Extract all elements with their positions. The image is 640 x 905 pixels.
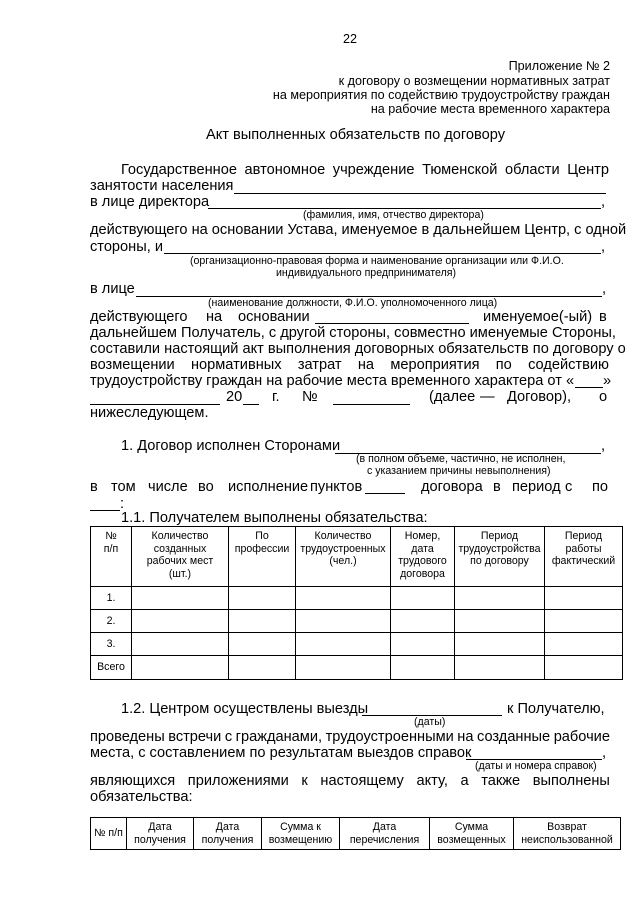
incl-g: договора [421,479,483,495]
table-cell[interactable] [545,633,623,656]
incl-c: числе [148,479,188,495]
appendix-line-3: на мероприятия по содействию трудоустройству граждан [272,88,610,102]
year-g: г. [272,389,280,405]
director-label: в лице директора [90,194,210,210]
table-row-label: 1. [91,587,132,610]
acting-d: именуемое(-ый) [483,309,593,325]
places-line: места, с составлением по результатам выездов справок [90,745,472,761]
word: приложениями [187,773,289,789]
employment-field[interactable] [234,193,606,194]
word: затрат [297,357,342,373]
header-contract: Номер, дата трудового договора [391,527,455,587]
word: также [481,773,521,789]
incl-f: пунктов [310,479,363,495]
side-label: стороны, и [90,239,163,255]
below-d: о [599,389,608,405]
basis-field[interactable] [315,323,469,324]
word: трудоустроенными [325,729,454,745]
incl-e: исполнение [228,479,309,495]
acting-a: действующего [90,309,188,325]
header-places: Количество созданных рабочих мест (шт.) [132,527,229,587]
header-num: № п/п [91,818,127,850]
acting-e: в [599,309,607,325]
word: рабочие [553,729,610,745]
appendices-line [90,773,610,790]
incl-h: в [493,479,501,495]
header-num: № п/п [91,527,132,587]
reimbursement-line [90,357,609,374]
payments-table [90,817,621,850]
item12-label: 1.2. Центром осуществлены выезды [121,701,369,717]
basis-line: действующего на основании Устава, именуемое в дальнейшем Центр, с одной [90,222,627,238]
word: Центр [567,162,609,178]
page-number: 22 [343,32,358,46]
header-profession: По профессии [229,527,296,587]
incl-i: период [512,479,561,495]
word: Государственное [121,162,237,178]
word: проведены [90,729,165,745]
word: с [224,729,233,745]
below-b: — [480,389,495,405]
year-prefix: 20 [226,389,243,405]
table-cell[interactable] [296,587,391,610]
incl-a: в [90,479,98,495]
item1-note-2: с указанием причины невыполнения) [367,465,551,477]
number-sign: № [302,389,318,405]
employment-date-line: трудоустройству граждан на рабочие места временного характера от « [90,373,575,389]
word: являющихся [90,773,176,789]
appendix-line-2: к договору о возмещении нормативных затрат [338,74,610,88]
word: выполнены [532,773,610,789]
item1-note-1: (в полном объеме, частично, не исполнен, [356,453,566,465]
contract-number-field[interactable] [333,404,410,405]
organization-note-1: (организационно-правовая форма и наименование организации или Ф.И.О. [190,255,564,267]
day-field[interactable] [575,387,603,388]
acting-c: основании [238,309,310,325]
header-amount-due: Сумма к возмещению [262,818,340,850]
word: нормативных [190,357,282,373]
word: на [357,357,375,373]
item1-label: 1. Договор исполнен Сторонами [121,438,341,454]
table-row-label: 3. [91,633,132,656]
table-cell[interactable] [132,587,229,610]
word: а [460,773,469,789]
table-row-label: 2. [91,610,132,633]
employment-label: занятости населения [90,178,234,194]
table-cell[interactable] [229,656,296,680]
table-cell[interactable] [132,610,229,633]
table-cell[interactable] [545,656,623,680]
incl-b: том [111,479,136,495]
table-cell[interactable] [296,633,391,656]
header-amount-reimbursed: Сумма возмещенных [430,818,514,850]
to-recipient: к Получателю, [507,701,605,717]
places-comma: , [602,745,607,761]
table-row-label: Всего [91,656,132,680]
appendix-line-1: Приложение № 2 [508,59,610,73]
word: автономное [244,162,326,178]
header-employed: Количество трудоустроенных (чел.) [296,527,391,587]
person-comma: , [602,281,607,297]
table-cell[interactable] [132,633,229,656]
table-cell[interactable] [229,633,296,656]
obligations-table [90,526,623,680]
references-note: (даты и номера справок) [475,760,597,772]
table-cell[interactable] [229,610,296,633]
table-cell[interactable] [391,656,455,680]
word: области [505,162,560,178]
organization-note-2: индивидуального предпринимателя) [276,267,457,279]
header-period-contract: Период трудоустройства по договору [455,527,545,587]
incl-d: во [198,479,214,495]
close-quote: » [603,373,612,389]
compose-line: составили настоящий акт выполнения договорных обязательств по договору о [90,341,626,357]
table-cell[interactable] [455,656,545,680]
word: мероприятия [390,357,480,373]
period-to-field[interactable] [90,510,120,511]
word: по [495,357,512,373]
following-word: нижеследующем. [90,405,209,421]
below-a: (далее [429,389,476,405]
recipient-line: дальнейшем Получатель, с другой стороны, совместно именуемые Стороны, [90,325,616,341]
table-cell[interactable] [545,610,623,633]
word: к [301,773,308,789]
header-received-2: Дата получения [194,818,262,850]
person-note: (наименование должности, Ф.И.О. уполномоченного лица) [208,297,498,309]
director-note: (фамилия, имя, отчество директора) [303,209,484,221]
incl-j: с [565,479,573,495]
table-cell[interactable] [391,610,455,633]
table-cell[interactable] [391,587,455,610]
obligations-word: обязательства: [90,789,193,805]
header-refund: Возврат неиспользованной [514,818,621,850]
word: Тюменской [422,162,498,178]
table-cell[interactable] [391,633,455,656]
header-period-actual: Период работы фактический [545,527,623,587]
table-cell[interactable] [455,633,545,656]
table-cell[interactable] [455,610,545,633]
document-title: Акт выполненных обязательств по договору [206,127,505,143]
table-cell[interactable] [132,656,229,680]
director-comma: , [601,194,606,210]
word: учреждение [332,162,415,178]
item1-comma: , [601,438,606,454]
item11-label: 1.1. Получателем выполнены обязательства: [121,510,428,526]
side-comma: , [601,239,606,255]
organization-field[interactable] [164,253,601,254]
table-cell[interactable] [455,587,545,610]
word: на [457,729,474,745]
header-received-1: Дата получения [127,818,194,850]
table-cell[interactable] [545,587,623,610]
table-cell[interactable] [229,587,296,610]
below-c: Договор), [507,389,572,405]
word: акту, [416,773,448,789]
word: настоящему [320,773,404,789]
year-field[interactable] [243,404,259,405]
table-cell[interactable] [296,656,391,680]
person-label: в лице [90,281,135,297]
intro-line-1 [121,162,609,179]
acting-b: на [206,309,223,325]
word: гражданами, [235,729,323,745]
word: созданные [477,729,551,745]
dates-note: (даты) [414,716,446,728]
header-transfer-date: Дата перечисления [340,818,430,850]
table-cell[interactable] [296,610,391,633]
word: возмещении [90,357,175,373]
incl-k: по [592,479,609,495]
meetings-line [90,729,610,746]
appendix-line-4: на рабочие места временного характера [370,102,610,116]
word: содействию [528,357,609,373]
word: встречи [168,729,222,745]
incl-end: : [120,496,125,512]
points-field[interactable] [365,493,405,494]
